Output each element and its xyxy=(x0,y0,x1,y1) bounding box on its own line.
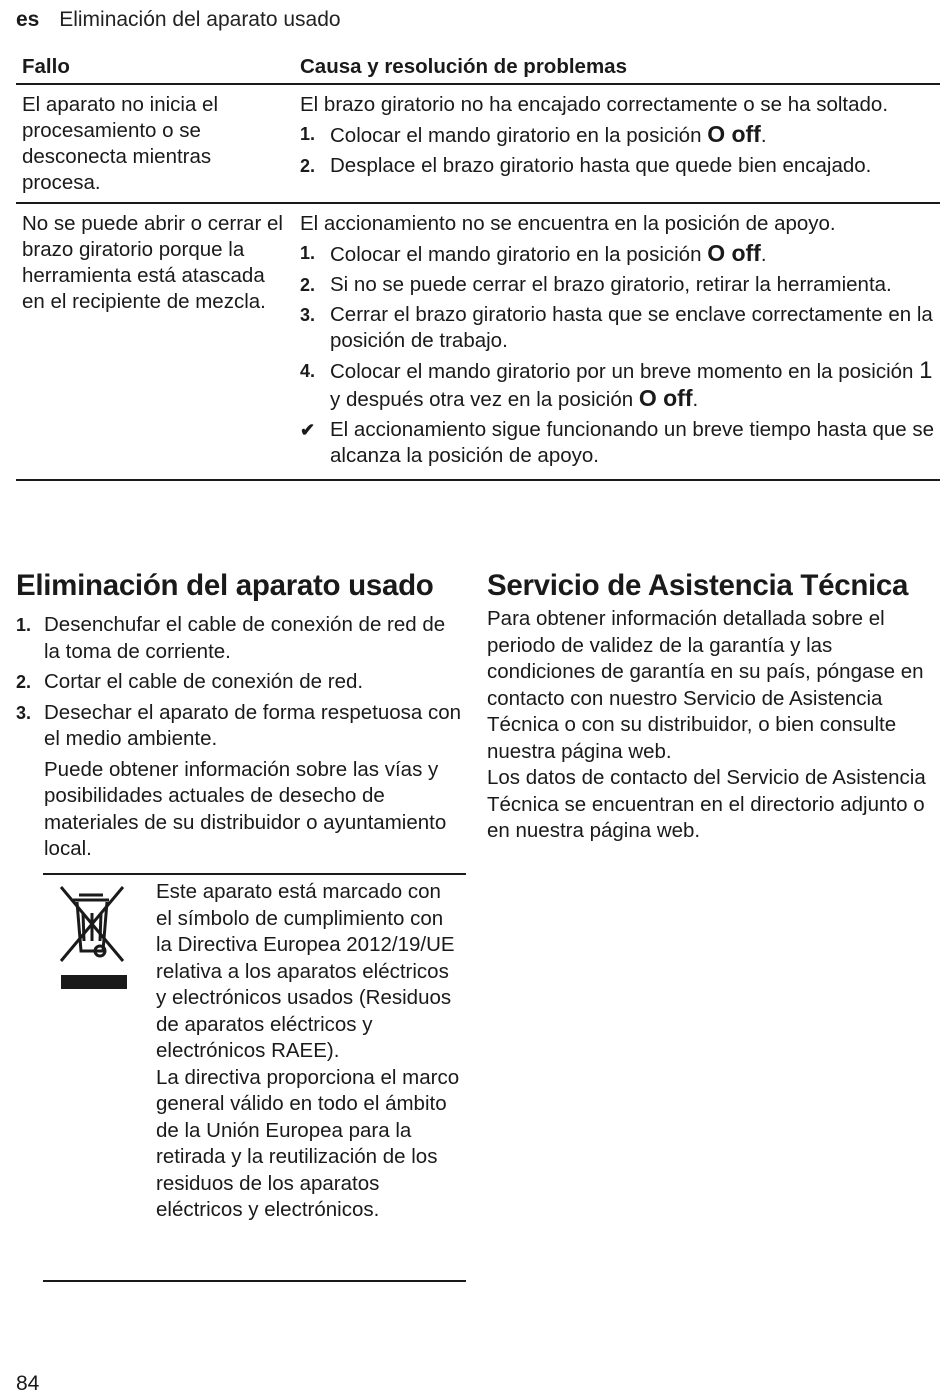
fault-cell: El aparato no inicia el procesamiento o se desconecta mientras procesa. xyxy=(16,84,294,203)
step-text: Si no se puede cerrar el brazo giratorio, retirar la herramienta. xyxy=(330,273,892,296)
off-position-symbol: O off xyxy=(707,121,761,147)
list-item xyxy=(300,302,934,354)
step-number: 2. xyxy=(300,275,316,295)
off-position-symbol: O off xyxy=(638,385,693,411)
step-number: 1. xyxy=(300,124,316,144)
step-end: . xyxy=(760,124,767,147)
service-section xyxy=(487,566,937,845)
step-text: Colocar el mando giratorio por un breve momento en la posición xyxy=(330,360,914,383)
step-text: Desechar el aparato de forma respetuosa con el medio ambiente. xyxy=(44,700,462,750)
table-header-row xyxy=(16,52,940,84)
disposal-note: Puede obtener información sobre las vías y posibilidades actuales de desecho de materiales de su distribuidor o ayuntamiento local. xyxy=(44,757,447,860)
check-icon: ✔ xyxy=(300,420,316,440)
solution-steps xyxy=(300,121,934,179)
troubleshooting-table xyxy=(16,52,940,481)
list-item xyxy=(16,612,466,665)
step-text: Cerrar el brazo giratorio hasta que se enclave correctamente en la posición de trabajo. xyxy=(330,303,933,352)
language-code: es xyxy=(16,8,40,31)
off-position-symbol: O off xyxy=(707,240,761,266)
list-item xyxy=(16,669,466,696)
disposal-heading: Eliminación del aparato usado xyxy=(16,569,434,602)
step-text: El accionamiento sigue funcionando un breve tiempo hasta que se alcanza la posición de apoyo. xyxy=(330,418,935,467)
step-number: 4. xyxy=(300,361,316,381)
cause-cell xyxy=(294,203,940,480)
cause-text: El brazo giratorio no ha encajado correctamente o se ha soltado. xyxy=(300,93,889,116)
table-row xyxy=(16,84,940,203)
disposal-section xyxy=(16,566,466,863)
step-text: Desenchufar el cable de conexión de red de la toma de corriente. xyxy=(44,613,446,663)
step-end: . xyxy=(760,243,767,266)
disposal-steps xyxy=(16,612,466,753)
header-title: Eliminación del aparato usado xyxy=(59,8,341,31)
step-number: 2. xyxy=(300,156,316,176)
step-text: Colocar el mando giratorio en la posición xyxy=(330,243,702,266)
list-item xyxy=(16,700,466,753)
page-header xyxy=(16,8,341,32)
list-item xyxy=(300,121,934,149)
list-item xyxy=(300,272,934,298)
cause-text: El accionamiento no se encuentra en la posición de apoyo. xyxy=(300,212,836,235)
solution-steps xyxy=(300,240,934,469)
fault-cell: No se puede abrir o cerrar el brazo giratorio porque la herramienta está atascada en el recipiente de mezcla. xyxy=(16,203,294,480)
column-header-fault: Fallo xyxy=(16,52,294,84)
service-paragraph: Los datos de contacto del Servicio de Asistencia Técnica se encuentran en el directorio adjunto o en nuestra página web. xyxy=(487,766,926,842)
column-header-cause: Causa y resolución de problemas xyxy=(294,52,940,84)
list-item xyxy=(300,417,934,469)
position-one-symbol: 1 xyxy=(919,357,933,384)
step-text-continued: y después otra vez en la posición xyxy=(330,388,634,411)
cause-cell xyxy=(294,84,940,203)
crossed-out-wheelie-bin-icon xyxy=(51,881,131,991)
list-item xyxy=(300,240,934,268)
step-number: 3. xyxy=(16,702,32,723)
list-item xyxy=(300,358,934,413)
list-item xyxy=(300,153,934,179)
step-text: Cortar el cable de conexión de red. xyxy=(44,670,364,693)
step-number: 2. xyxy=(16,672,32,692)
table-row xyxy=(16,203,940,480)
step-number: 1. xyxy=(16,615,32,635)
step-number: 3. xyxy=(300,305,316,325)
weee-text xyxy=(156,879,461,1224)
step-text: Colocar el mando giratorio en la posición xyxy=(330,124,702,147)
step-number: 1. xyxy=(300,243,316,263)
service-paragraph: Para obtener información detallada sobre el periodo de validez de la garantía y las condiciones de garantía en su país, póngase en contacto con nuestro Servicio de Asistencia Técnica o con su distribuidor, o bien consulte nuestra página web. xyxy=(487,607,924,763)
weee-paragraph: La directiva proporciona el marco general válido en todo el ámbito de la Unión Europea para la retirada y la reutilización de los residuos de los aparatos eléctricos y electrónicos. xyxy=(156,1065,460,1221)
page-number: 84 xyxy=(16,1372,40,1395)
step-end: . xyxy=(692,388,699,411)
step-text: Desplace el brazo giratorio hasta que quede bien encajado. xyxy=(330,154,872,177)
weee-paragraph: Este aparato está marcado con el símbolo de cumplimiento con la Directiva Europea 2012/19/UE relativa a los aparatos eléctricos y electrónicos usados (Residuos de aparatos eléctricos y electrónicos RAEE). xyxy=(156,880,455,1062)
service-heading: Servicio de Asistencia Técnica xyxy=(487,569,909,602)
weee-notice xyxy=(43,873,466,1282)
